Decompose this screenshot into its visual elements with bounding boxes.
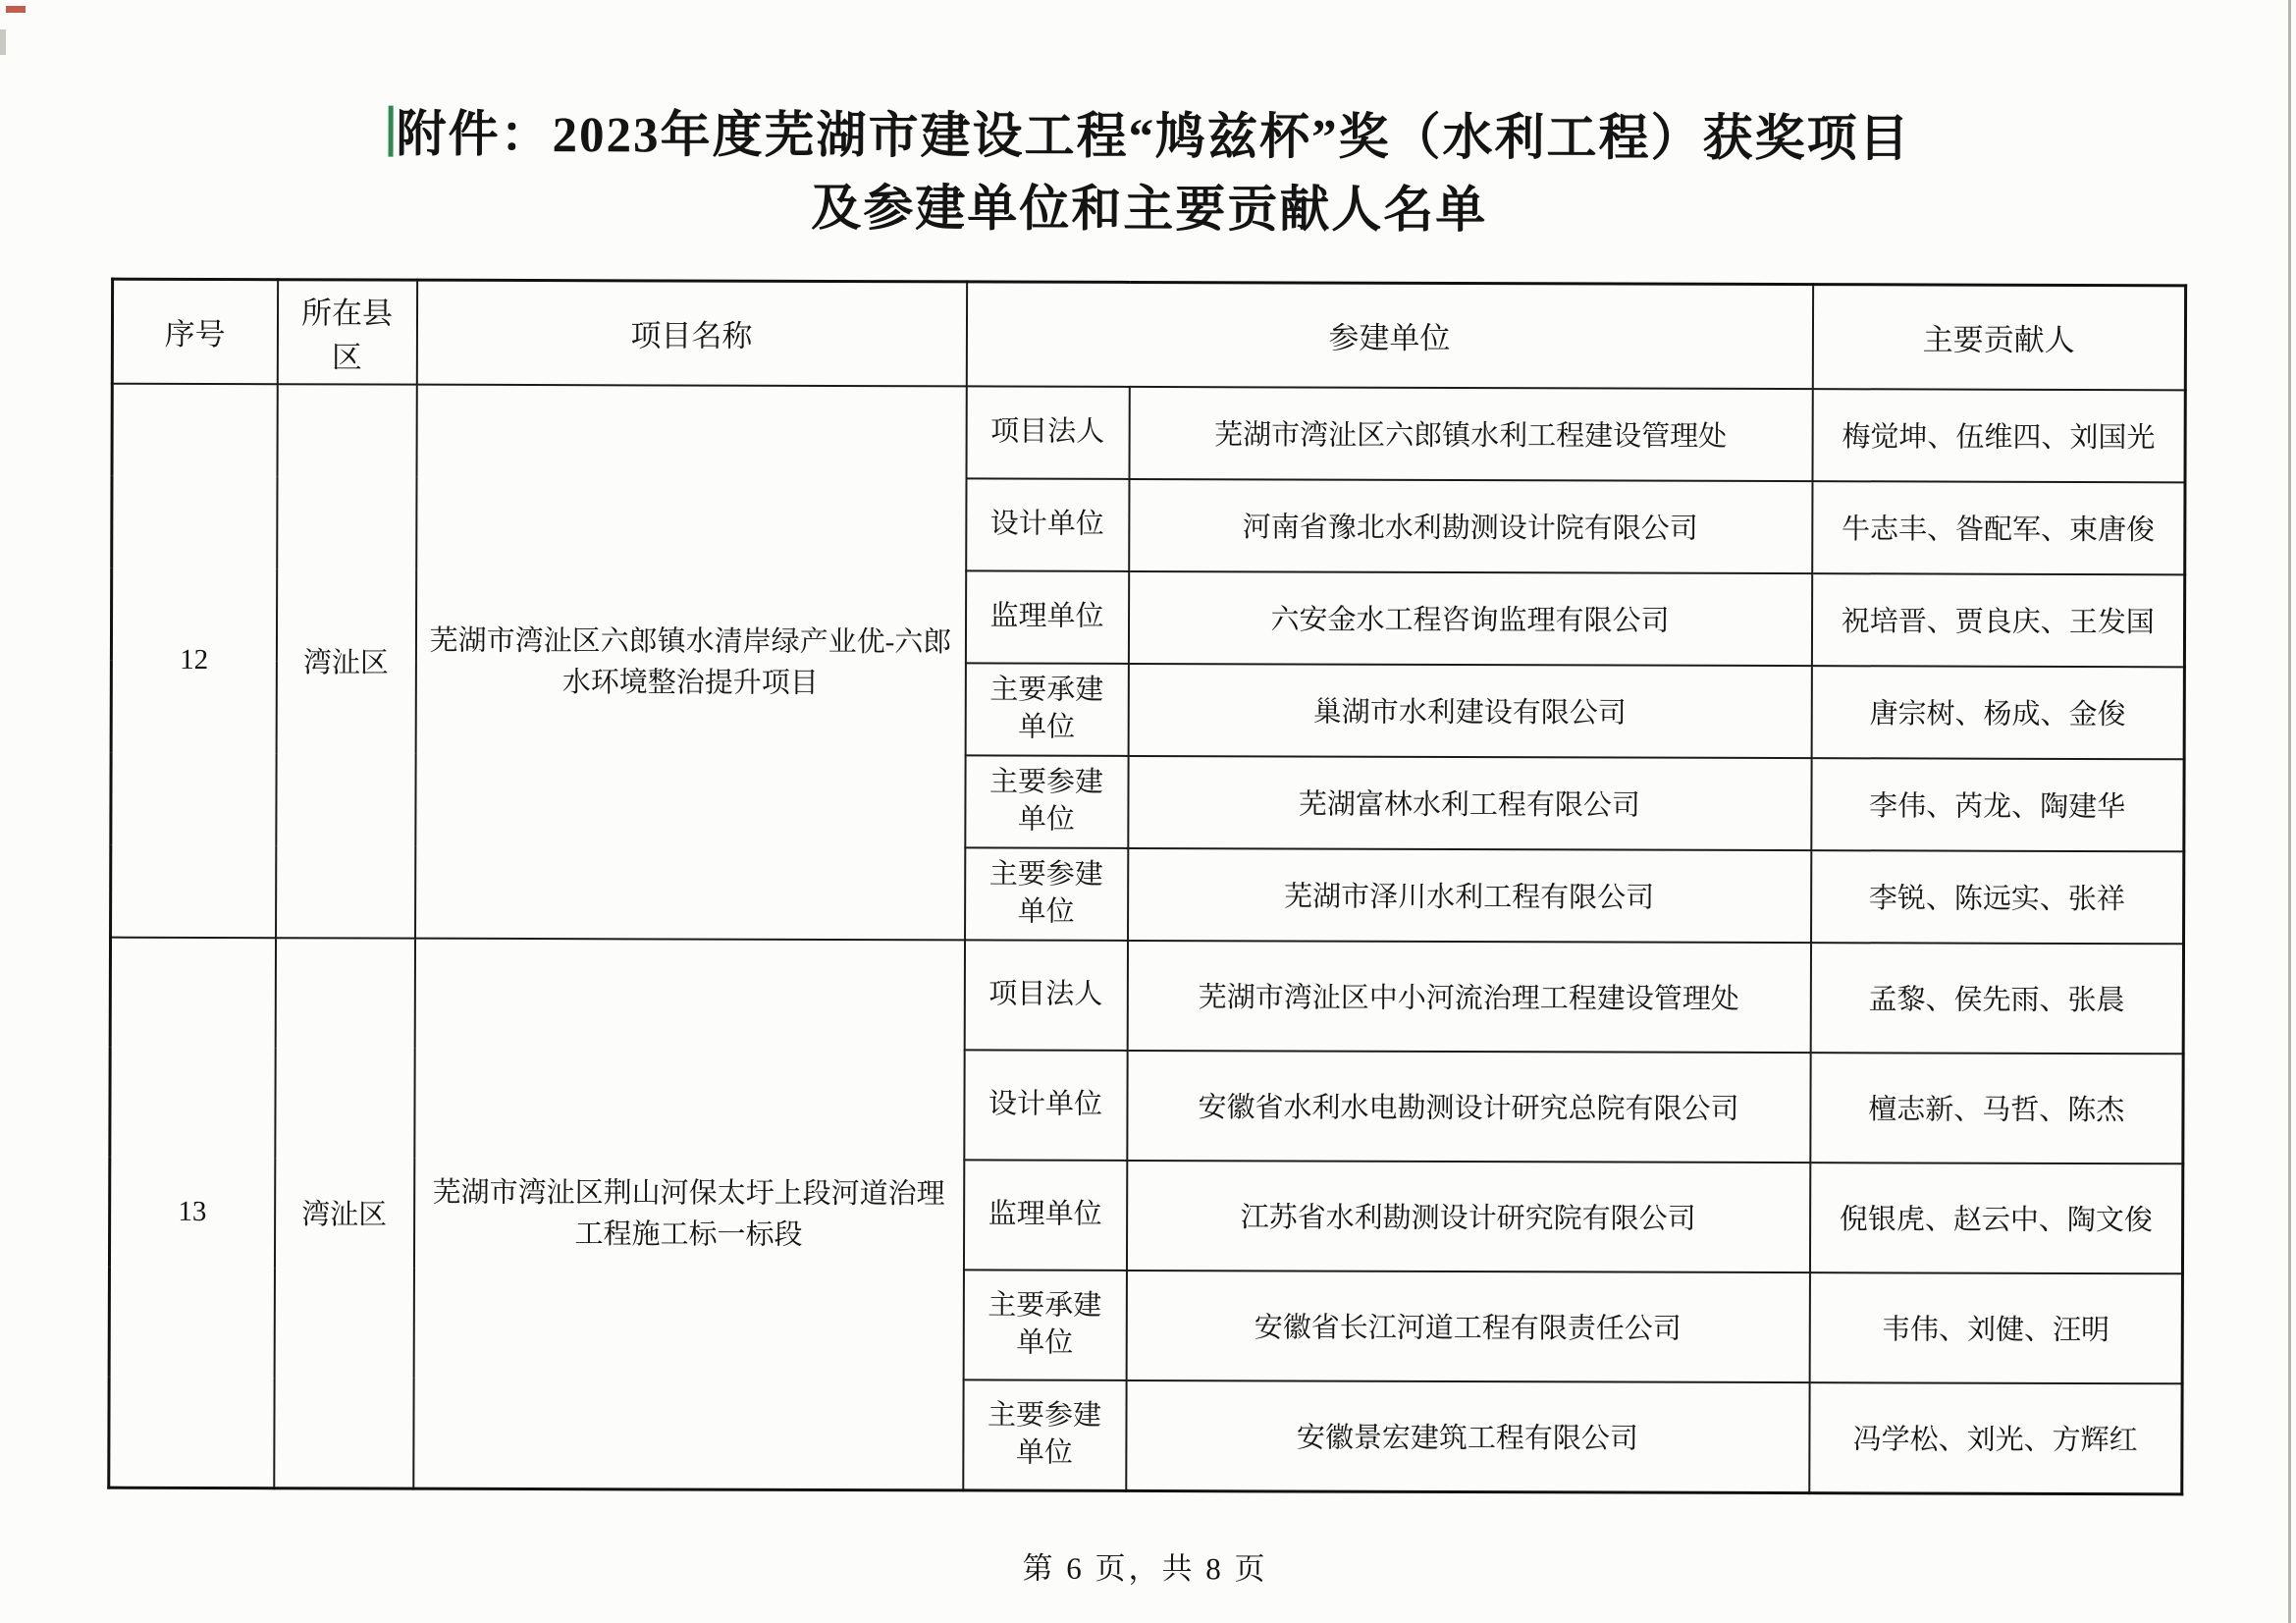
header-main-contributors: 主要贡献人: [1812, 285, 2185, 391]
project-name-cell: 芜湖市湾沚区六郎镇水清岸绿产业优-六郎水环境整治提升项目: [415, 385, 967, 941]
title-line-1-text: 附件：2023年度芜湖市建设工程“鸠兹杯”奖（水利工程）获奖项目: [396, 107, 1911, 168]
header-district: 所在县区: [277, 280, 416, 385]
table-row: [112, 384, 2185, 483]
contributors-cell: 檀志新、马哲、陈杰: [1810, 1053, 2183, 1163]
unit-role-cell: 主要承建单位: [963, 1270, 1126, 1380]
project-name-cell: 芜湖市湾沚区荆山河保太圩上段河道治理工程施工标一标段: [413, 939, 965, 1490]
unit-name-cell: 江苏省水利勘测设计研究院有限公司: [1126, 1161, 1809, 1272]
contributors-cell: 梅觉坤、伍维四、刘国光: [1812, 389, 2185, 482]
district-cell: 湾沚区: [276, 384, 417, 938]
table-header-row: [112, 279, 2185, 390]
document-title: [109, 99, 2190, 251]
unit-role-cell: 监理单位: [963, 1160, 1126, 1271]
header-project-name: 项目名称: [416, 280, 966, 386]
title-line-2: 及参建单位和主要贡献人名单: [811, 181, 1488, 240]
unit-name-cell: 河南省豫北水利勘测设计院有限公司: [1129, 479, 1812, 573]
unit-role-cell: 项目法人: [964, 940, 1127, 1051]
contributors-cell: 孟黎、侯先雨、张晨: [1810, 943, 2183, 1054]
row-no-cell: 12: [111, 384, 278, 939]
page-number-footer: 第 6 页，共 8 页: [1022, 1550, 1268, 1587]
header-no: 序号: [112, 279, 277, 384]
unit-role-cell: 主要参建单位: [965, 847, 1128, 941]
table-row: [110, 938, 2183, 1055]
unit-role-cell: 设计单位: [966, 478, 1129, 571]
unit-name-cell: 芜湖富林水利工程有限公司: [1128, 756, 1811, 850]
unit-name-cell: 安徽景宏建筑工程有限公司: [1126, 1380, 1809, 1493]
unit-name-cell: 芜湖市湾沚区六郎镇水利工程建设管理处: [1129, 387, 1812, 481]
header-participating-units: 参建单位: [966, 282, 1812, 389]
unit-name-cell: 安徽省长江河道工程有限责任公司: [1126, 1271, 1809, 1382]
unit-role-cell: 主要参建单位: [965, 755, 1128, 848]
unit-name-cell: 安徽省水利水电勘测设计研究总院有限公司: [1127, 1051, 1810, 1163]
contributors-cell: 唐宗树、杨成、金俊: [1811, 666, 2184, 759]
contributors-cell: 冯学松、刘光、方辉红: [1809, 1382, 2182, 1494]
row-no-cell: 13: [109, 938, 276, 1488]
unit-name-cell: 巢湖市水利建设有限公司: [1128, 664, 1811, 758]
unit-name-cell: 芜湖市泽川水利工程有限公司: [1128, 848, 1811, 943]
unit-role-cell: 设计单位: [964, 1050, 1127, 1161]
contributors-cell: 韦伟、刘健、汪明: [1809, 1272, 2182, 1383]
contributors-cell: 牛志丰、昝配军、束唐俊: [1812, 481, 2185, 574]
title-line-1: [109, 99, 2190, 179]
award-projects-table: [107, 278, 2187, 1496]
contributors-cell: 李锐、陈远实、张祥: [1811, 850, 2184, 944]
district-cell: 湾沚区: [274, 938, 415, 1488]
unit-role-cell: 监理单位: [965, 570, 1128, 664]
contributors-cell: 倪银虎、赵云中、陶文俊: [1809, 1163, 2182, 1273]
unit-name-cell: 六安金水工程咨询监理有限公司: [1128, 571, 1811, 666]
contributors-cell: 李伟、芮龙、陶建华: [1811, 758, 2184, 851]
contributors-cell: 祝培晋、贾良庆、王发国: [1811, 573, 2184, 667]
unit-name-cell: 芜湖市湾沚区中小河流治理工程建设管理处: [1127, 941, 1810, 1053]
unit-role-cell: 主要承建单位: [965, 663, 1128, 756]
unit-role-cell: 主要参建单位: [963, 1380, 1126, 1490]
scan-artifact-green-line: [389, 106, 394, 157]
unit-role-cell: 项目法人: [966, 386, 1129, 479]
